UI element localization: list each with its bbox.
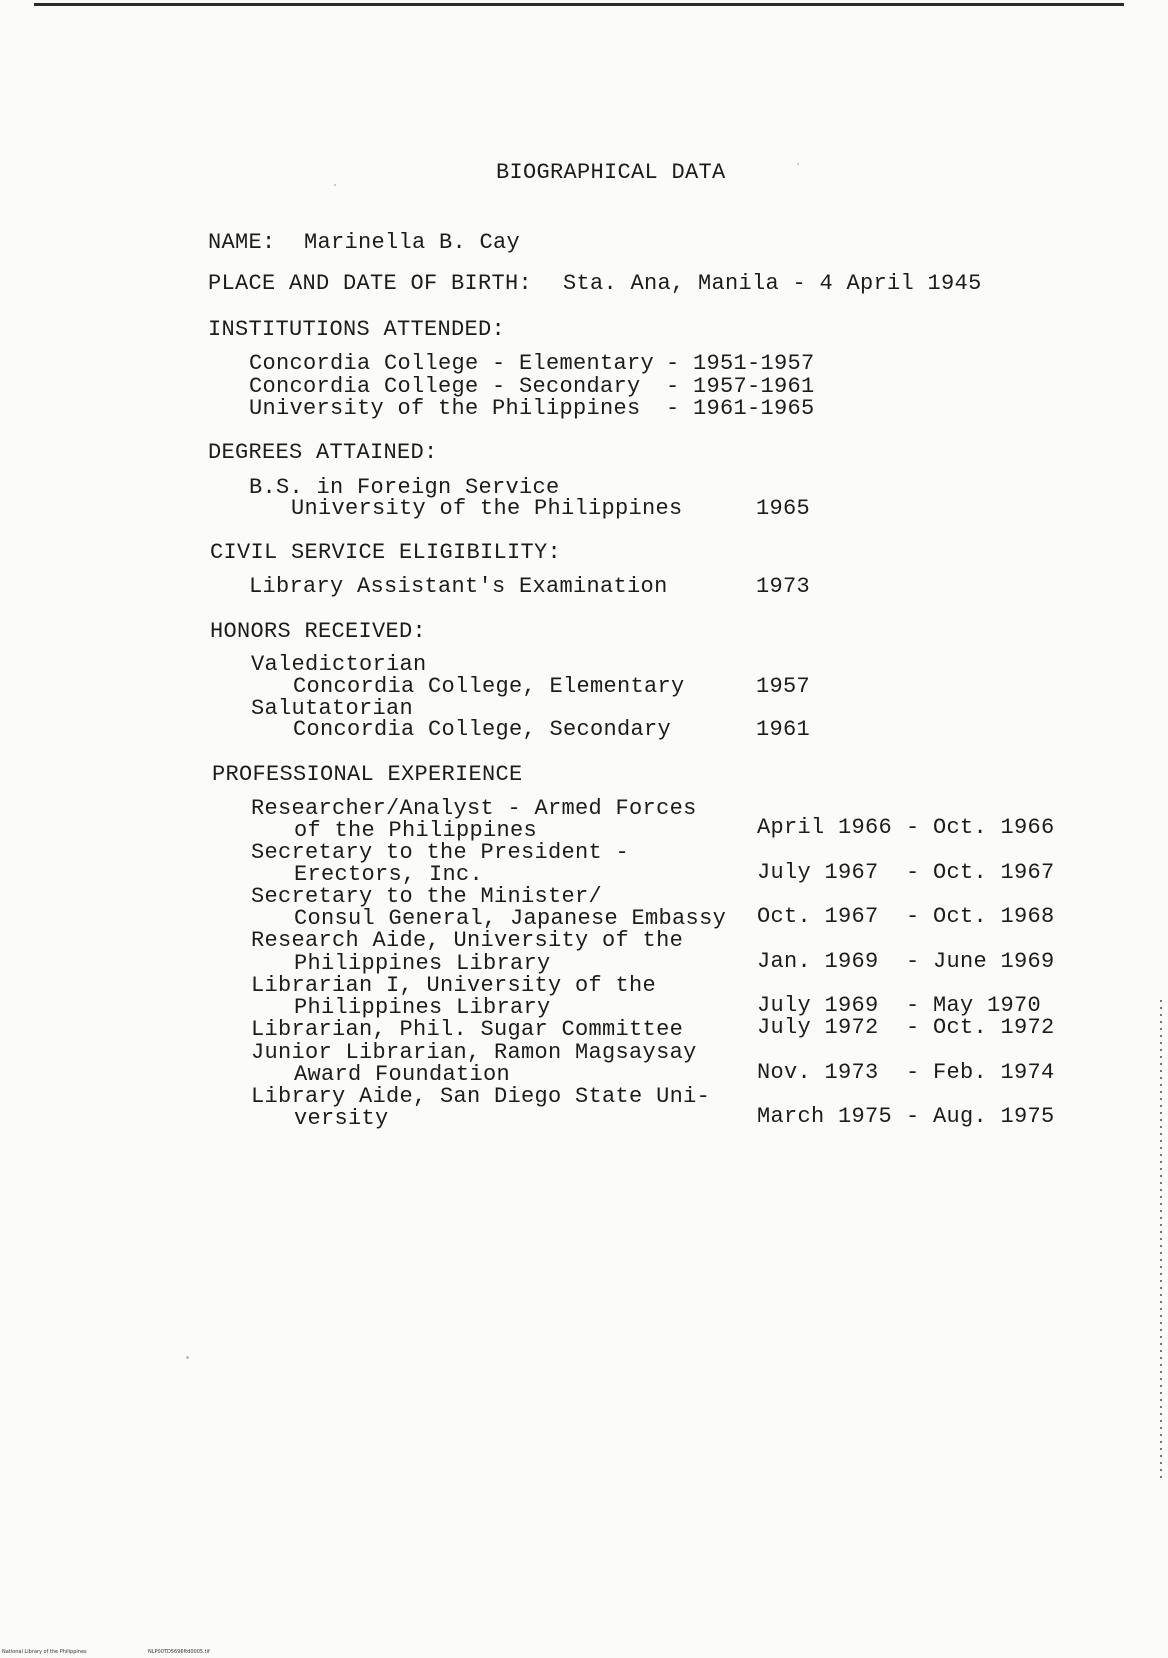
experience-position-cont: Award Foundation <box>294 1062 511 1087</box>
name-label: NAME: <box>208 230 276 255</box>
experience-position: Secretary to the Minister/ <box>251 884 603 909</box>
institution-years: - 1961-1965 <box>666 396 815 421</box>
institution-school: Concordia College - Secondary <box>249 374 641 399</box>
experience-start: Nov. 1973 <box>757 1060 879 1085</box>
name-value: Marinella B. Cay <box>304 230 521 255</box>
experience-position-cont: Philippines Library <box>294 995 551 1020</box>
experience-position-cont: Consul General, Japanese Embassy <box>294 906 727 931</box>
experience-start: July 1969 <box>757 993 879 1018</box>
honor-year: 1961 <box>756 717 811 742</box>
degrees-heading: DEGREES ATTAINED: <box>208 440 438 465</box>
institution-years: - 1951-1957 <box>666 351 815 376</box>
experience-position: Library Aide, San Diego State Uni- <box>251 1084 711 1109</box>
institution-school: University of the Philippines <box>249 396 641 421</box>
scan-top-border <box>34 3 1124 6</box>
honor-school: Concordia College, Secondary <box>293 717 672 742</box>
experience-start: July 1972 <box>757 1015 879 1040</box>
honor-title: Valedictorian <box>251 652 427 677</box>
experience-position-cont: Philippines Library <box>294 951 551 976</box>
honor-title: Salutatorian <box>251 696 414 721</box>
experience-position: Junior Librarian, Ramon Magsaysay <box>251 1040 697 1065</box>
institution-years: - 1957-1961 <box>666 374 815 399</box>
experience-start: Jan. 1969 <box>757 949 879 974</box>
degree-title: B.S. in Foreign Service <box>249 475 560 500</box>
civil-service-heading: CIVIL SERVICE ELIGIBILITY: <box>210 540 562 565</box>
experience-position: Research Aide, University of the <box>251 928 684 953</box>
footer-archive-label: National Library of the Philippines <box>2 1649 87 1655</box>
experience-end: - June 1969 <box>906 949 1055 974</box>
footer-file-name: NLP00TD5696ftd0005.tif <box>148 1649 210 1655</box>
experience-start: Oct. 1967 <box>757 904 879 929</box>
civil-service-year: 1973 <box>756 574 811 599</box>
birth-label: PLACE AND DATE OF BIRTH: <box>208 271 533 296</box>
birth-value: Sta. Ana, Manila - 4 April 1945 <box>563 271 982 296</box>
civil-service-exam: Library Assistant's Examination <box>249 574 668 599</box>
scan-edge-marks <box>1160 1000 1162 1480</box>
institutions-heading: INSTITUTIONS ATTENDED: <box>208 317 506 342</box>
experience-start: April 1966 <box>757 815 893 840</box>
page-title: BIOGRAPHICAL DATA <box>496 160 726 185</box>
experience-position: Secretary to the President - <box>251 840 630 865</box>
experience-start: March 1975 <box>757 1104 893 1129</box>
experience-end: - Feb. 1974 <box>906 1060 1055 1085</box>
honor-school: Concordia College, Elementary <box>293 674 685 699</box>
experience-end: - Aug. 1975 <box>906 1104 1055 1129</box>
scan-speck <box>186 1356 189 1359</box>
degree-school: University of the Philippines <box>291 496 683 521</box>
honors-heading: HONORS RECEIVED: <box>210 619 427 644</box>
scan-speck <box>334 184 336 186</box>
experience-position-cont: of the Philippines <box>294 818 538 843</box>
experience-heading: PROFESSIONAL EXPERIENCE <box>212 762 523 787</box>
experience-start: July 1967 <box>757 860 879 885</box>
experience-position: Librarian I, University of the <box>251 973 657 998</box>
experience-end: - Oct. 1967 <box>906 860 1055 885</box>
experience-end: - Oct. 1966 <box>906 815 1055 840</box>
degree-year: 1965 <box>756 496 811 521</box>
experience-position-cont: versity <box>294 1106 389 1131</box>
experience-end: - May 1970 <box>906 993 1042 1018</box>
experience-end: - Oct. 1968 <box>906 904 1055 929</box>
experience-position: Researcher/Analyst - Armed Forces <box>251 796 697 821</box>
honor-year: 1957 <box>756 674 811 699</box>
institution-school: Concordia College - Elementary <box>249 351 655 376</box>
experience-end: - Oct. 1972 <box>906 1015 1055 1040</box>
experience-position-cont: Erectors, Inc. <box>294 862 484 887</box>
experience-position: Librarian, Phil. Sugar Committee <box>251 1017 684 1042</box>
scan-speck <box>797 163 799 165</box>
